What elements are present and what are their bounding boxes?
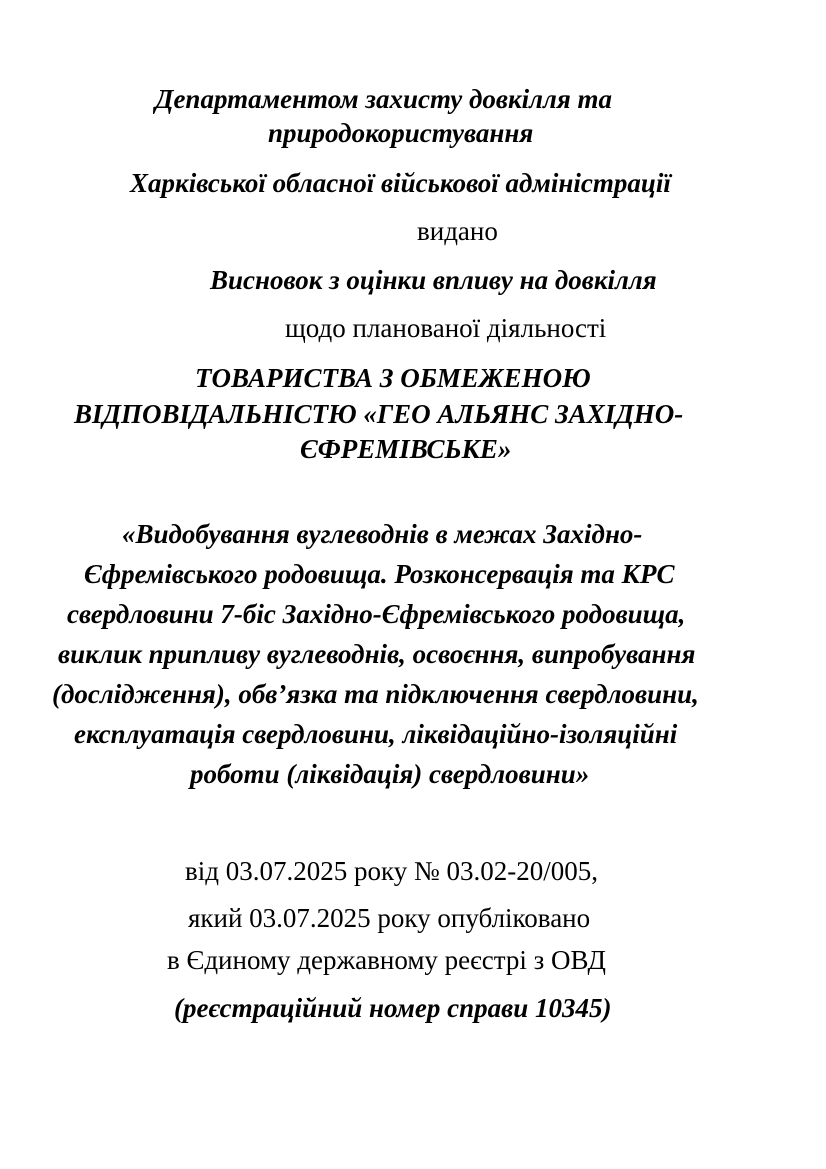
conclusion-title: Висновок з оцінки впливу на довкілля xyxy=(210,265,657,295)
project-line-2: Єфремівського родовища. Розконсервація та КРС xyxy=(84,559,675,589)
decision-date-number: від 03.07.2025 року № 03.02-20/005, xyxy=(185,856,598,886)
project-line-7: роботи (ліквідація) свердловини» xyxy=(190,759,590,789)
company-line-1: ТОВАРИСТВА З ОБМЕЖЕНОЮ xyxy=(195,363,591,393)
registry-name: в Єдиному державному реєстрі з ОВД xyxy=(167,945,606,975)
project-line-4: виклик припливу вуглеводнів, освоєння, випробування xyxy=(58,639,696,669)
department-line-3: Харківської обласної військової адміністрації xyxy=(130,168,671,198)
publication-date: який 03.07.2025 року опубліковано xyxy=(188,903,591,933)
regarding-label: щодо планованої діяльності xyxy=(285,313,607,343)
issued-label: видано xyxy=(417,216,498,246)
case-number: (реєстраційний номер справи 10345) xyxy=(174,993,612,1023)
project-line-1: «Видобування вуглеводнів в межах Західно- xyxy=(122,519,643,549)
project-line-3: свердловини 7-біс Західно-Єфремівського родовища, xyxy=(67,599,686,629)
department-line-2: природокористування xyxy=(268,118,534,148)
company-line-3: ЄФРЕМІВСЬКЕ» xyxy=(300,434,512,464)
department-line-1: Департаментом захисту довкілля та xyxy=(155,84,613,114)
project-line-6: експлуатація свердловини, ліквідаційно-ізоляційні xyxy=(74,719,678,749)
project-line-5: (дослідження), обв’язка та підключення свердловини, xyxy=(52,679,699,709)
company-line-2: ВІДПОВІДАЛЬНІСТЮ «ГЕО АЛЬЯНС ЗАХІДНО- xyxy=(74,399,684,429)
